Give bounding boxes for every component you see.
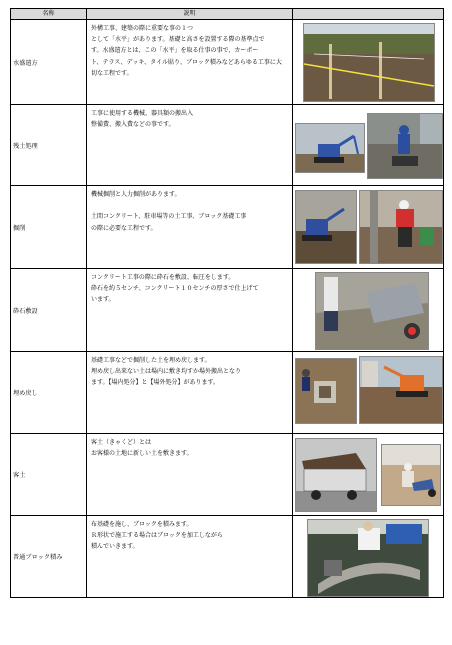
- photo-worker-compactor: [367, 113, 443, 179]
- photo-block-laying: [307, 519, 429, 597]
- table-row: [11, 516, 444, 598]
- row-desc: 外構工事、建築の際に重要な事の１つ として「水平」があります。基礎と高さを設置する際の基準点で す。水盛遣方とは、この「水平」を取る仕事の事で、カーポー ト、テラス、デッキ、タイル貼り、ブロック積みなどあらゆる工事に大 切な工程です。: [87, 20, 293, 105]
- row-photos: [293, 105, 444, 186]
- table-header-row: [11, 9, 444, 20]
- table-row: [11, 105, 444, 186]
- table-row: [11, 186, 444, 269]
- photo-worker-wheelbarrow-soil: [381, 444, 441, 506]
- table-row: [11, 434, 444, 516]
- row-desc: 布基礎を施し、ブロックを積みます。 Ｒ形状で施工する場合はブロックを加工しながら 積んでいきます。: [87, 516, 293, 598]
- row-name: 掘削: [11, 186, 87, 269]
- header-photo: [293, 9, 444, 20]
- photo-surveying-stakes: [303, 23, 435, 102]
- table-row: [11, 269, 444, 352]
- work-description-table: [10, 8, 444, 598]
- row-photos: [293, 516, 444, 598]
- photo-dump-truck-soil: [295, 438, 377, 512]
- row-desc: 基礎工事などで掘削した土を埋め戻します。 埋め戻し出来ない土は場内に敷き均すか場外搬出となり ます。【場内処分】と【場外処分】があります。: [87, 352, 293, 434]
- row-name: 埋め戻し: [11, 352, 87, 434]
- row-desc: 機械掘削と人力掘削があります。 土間コンクリート、駐車場等の土工事、ブロック基礎工事 の際に必要な工程です。: [87, 186, 293, 269]
- row-photos: [293, 352, 444, 434]
- table-row: [11, 20, 444, 105]
- photo-excavator-digging: [295, 190, 357, 264]
- row-name: 客土: [11, 434, 87, 516]
- header-name: 名称: [11, 9, 87, 20]
- photo-backfill-excavator: [359, 356, 443, 424]
- photo-backfill-pit: [295, 358, 357, 424]
- row-photos: [293, 269, 444, 352]
- row-desc: 客土（きゃくど）とは お客様の土地に新しい土を敷きます。: [87, 434, 293, 516]
- row-photos: [293, 434, 444, 516]
- photo-gravel-wheelbarrow: [315, 272, 429, 350]
- row-photos: [293, 20, 444, 105]
- row-desc: コンクリート工事の際に砕石を敷設、転圧をします。 砕石を約５センチ、コンクリート１０センチの厚さで仕上げて います。: [87, 269, 293, 352]
- row-name: 水盛遣方: [11, 20, 87, 105]
- row-desc: 工事に使用する機械、器具類の搬出入 整備費、搬入費などの事です。: [87, 105, 293, 186]
- row-name: 砕石敷設: [11, 269, 87, 352]
- photo-worker-shovel: [359, 190, 443, 264]
- row-name: 普通ブロック積み: [11, 516, 87, 598]
- document-page: [10, 8, 443, 598]
- row-photos: [293, 186, 444, 269]
- photo-mini-excavator: [295, 123, 365, 173]
- row-name: 残土処理: [11, 105, 87, 186]
- header-desc: 説明: [87, 9, 293, 20]
- table-row: [11, 352, 444, 434]
